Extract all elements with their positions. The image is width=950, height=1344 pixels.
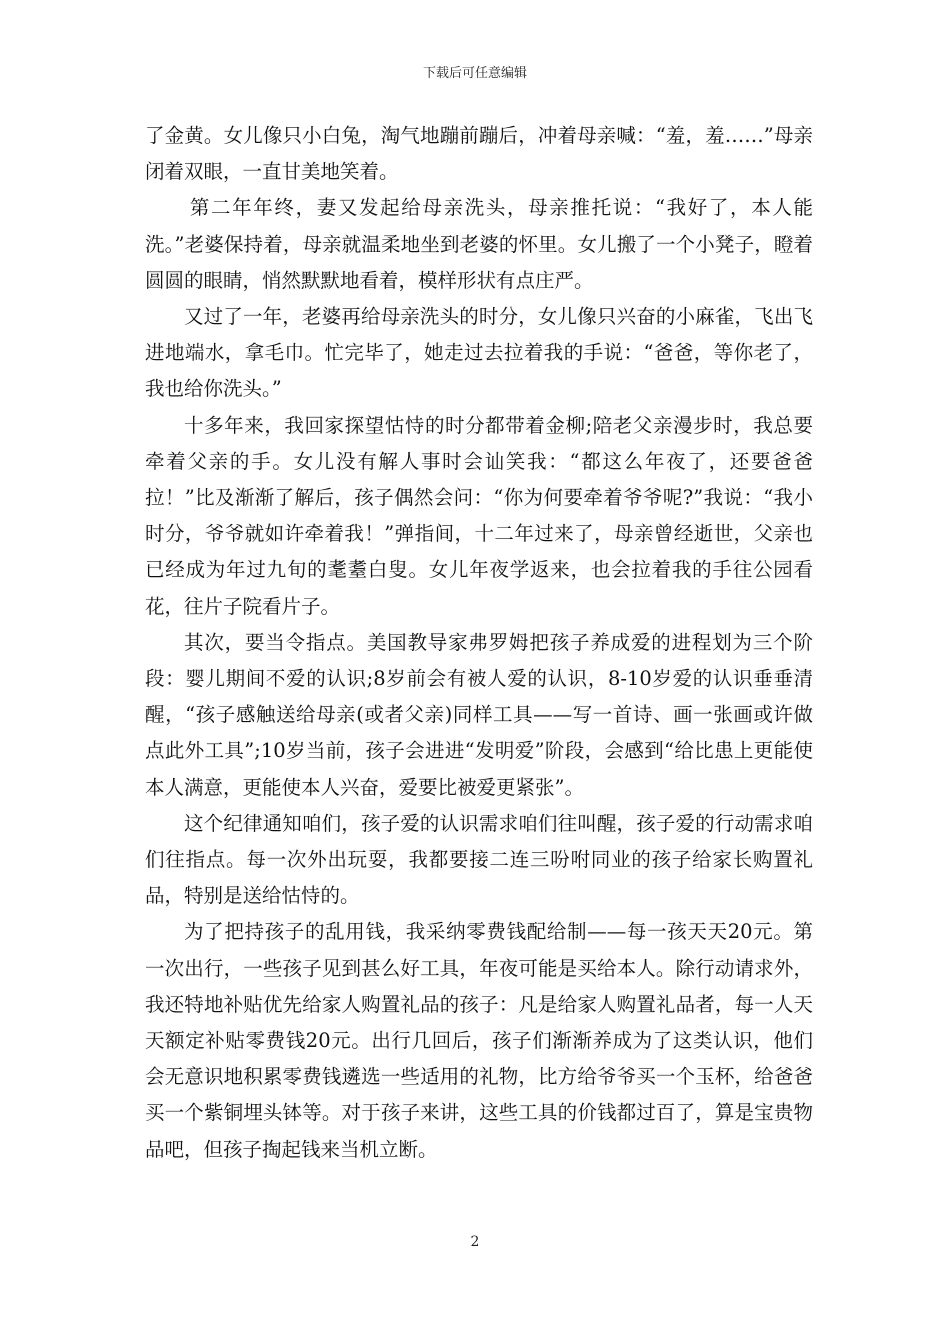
paragraph: 十多年来，我回家探望怙恃的时分都带着金柳;陪老父亲漫步时，我总要牵着父亲的手。女儿没有解人事时会讪笑我：“都这么年夜了，还要爸爸拉！”比及渐渐了解后，孩子偶然会问：“你为何要牵着爷爷呢?”我说：“我小时分，爷爷就如许牵着我！”弹指间，十二年过来了，母亲曾经逝世，父亲也已经成为年过九旬的耄耋白叟。女儿年夜学返来，也会拉着我的手往公园看花，往片子院看片子。 [145,413,813,618]
paragraph: 又过了一年，老婆再给母亲洗头的时分，女儿像只兴奋的小麻雀，飞出飞进地端水，拿毛巾。忙完毕了，她走过去拉着我的手说：“爸爸，等你老了，我也给你洗头。” [145,305,813,401]
paragraph: 第二年年终，妻又发起给母亲洗头，母亲推托说：“我好了，本人能洗。”老婆保持着，母亲就温柔地坐到老婆的怀里。女儿搬了一个小凳子，瞪着圆圆的眼睛，悄然默默地看着，模样形状有点庄严。 [145,196,813,292]
document-body [145,118,813,1168]
paragraph: 为了把持孩子的乱用钱，我采纳零费钱配给制——每一孩天天20元。第一次出行，一些孩子见到甚么好工具，年夜可能是买给本人。除行动请求外，我还特地补贴优先给家人购置礼品的孩子：凡是给家人购置礼品者，每一人天天额定补贴零费钱20元。出行几回后，孩子们渐渐养成为了这类认识，他们会无意识地积累零费钱遴选一些适用的礼物，比方给爷爷买一个玉杯，给爸爸买一个紫铜埋头钵等。对于孩子来讲，这些工具的价钱都过百了，算是宝贵物品吧，但孩子掏起钱来当机立断。 [145,920,813,1161]
paragraph: 其次，要当令指点。美国教导家弗罗姆把孩子养成爱的进程划为三个阶段：婴儿期间不爱的认识;8岁前会有被人爱的认识，8-10岁爱的认识垂垂清醒，“孩子感触送给母亲(或者父亲)同样工具——写一首诗、画一张画或许做点此外工具”;10岁当前，孩子会进进“发明爱”阶段，会感到“给比患上更能使本人满意，更能使本人兴奋，爱要比被爱更紧张”。 [145,630,813,799]
page-header: 下载后可任意编辑 [422,66,527,81]
paragraph: 了金黄。女儿像只小白兔，淘气地蹦前蹦后，冲着母亲喊：“羞，羞……”母亲闭着双眼，一直甘美地笑着。 [145,124,813,184]
page-number: 2 [470,1234,480,1250]
paragraph: 这个纪律通知咱们，孩子爱的认识需求咱们往叫醒，孩子爱的行动需求咱们往指点。每一次外出玩耍，我都要接二连三吩咐同业的孩子给家长购置礼品，特别是送给怙恃的。 [145,811,813,908]
